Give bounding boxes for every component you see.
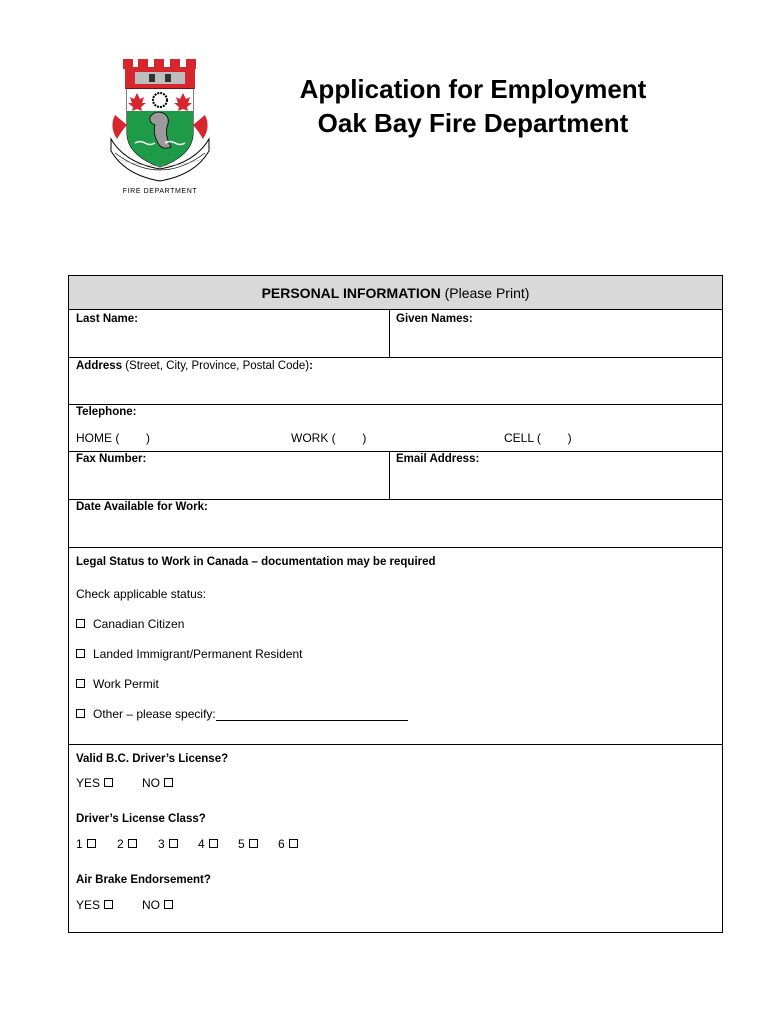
license-class-4[interactable]: [198, 837, 218, 851]
checkbox-icon[interactable]: [289, 839, 298, 848]
date-available-field[interactable]: [69, 500, 722, 548]
checkbox-icon[interactable]: [164, 778, 173, 787]
personal-information-header: [69, 276, 722, 310]
page-title: [240, 72, 706, 140]
email-address-label: Email Address:: [396, 453, 480, 465]
other-specify-input[interactable]: [216, 707, 408, 721]
option-label: Canadian Citizen: [93, 617, 185, 631]
checkbox-icon[interactable]: [104, 900, 113, 909]
license-class-6[interactable]: [278, 837, 298, 851]
checkbox-icon[interactable]: [76, 649, 85, 658]
option-label: Other – please specify:: [93, 707, 216, 721]
cell-phone-label: [504, 431, 572, 445]
logo-caption: FIRE DEPARTMENT: [122, 188, 198, 195]
work-phone-close: ): [362, 431, 367, 445]
option-landed-immigrant[interactable]: [76, 647, 302, 661]
telephone-label: Telephone:: [76, 406, 137, 418]
cell-phone-close: ): [567, 431, 572, 445]
option-label: Work Permit: [93, 677, 159, 691]
valid-license-yes[interactable]: [76, 776, 113, 790]
license-class-1[interactable]: [76, 837, 96, 851]
last-name-label: Last Name:: [76, 313, 138, 325]
address-label: [76, 360, 313, 372]
air-brake-yes[interactable]: [76, 898, 113, 912]
title-line-2: Oak Bay Fire Department: [317, 108, 629, 138]
date-available-label: Date Available for Work:: [76, 501, 208, 513]
checkbox-icon[interactable]: [87, 839, 96, 848]
class-number: 1: [76, 837, 83, 851]
option-label: Landed Immigrant/Permanent Resident: [93, 647, 303, 661]
valid-license-no[interactable]: [142, 776, 173, 790]
home-phone-label: [76, 431, 150, 445]
given-names-label: Given Names:: [396, 313, 473, 325]
section-heading-note: (Please Print): [444, 285, 530, 301]
address-label-note: (Street, City, Province, Postal Code): [125, 360, 310, 372]
checkbox-icon[interactable]: [164, 900, 173, 909]
work-phone-label: [291, 431, 366, 445]
class-number: 4: [198, 837, 205, 851]
given-names-field[interactable]: [390, 310, 722, 357]
option-work-permit[interactable]: [76, 677, 159, 691]
checkbox-icon[interactable]: [76, 709, 85, 718]
home-phone-open: HOME (: [76, 431, 120, 445]
oak-bay-crest-logo: [105, 55, 215, 200]
license-class-5[interactable]: [238, 837, 258, 851]
license-class-3[interactable]: [158, 837, 178, 851]
home-phone-close: ): [146, 431, 151, 445]
class-number: 2: [117, 837, 124, 851]
fax-number-label: Fax Number:: [76, 453, 147, 465]
no-label: NO: [142, 776, 160, 790]
telephone-field[interactable]: [69, 405, 722, 452]
checkbox-icon[interactable]: [209, 839, 218, 848]
section-heading: PERSONAL INFORMATION: [261, 285, 441, 301]
cell-phone-open: CELL (: [504, 431, 541, 445]
email-address-field[interactable]: [390, 452, 722, 499]
checkbox-icon[interactable]: [104, 778, 113, 787]
address-label-colon: :: [309, 360, 313, 372]
fax-email-row: [69, 452, 722, 500]
license-class-2[interactable]: [117, 837, 137, 851]
checkbox-icon[interactable]: [169, 839, 178, 848]
class-number: 6: [278, 837, 285, 851]
option-other[interactable]: [76, 707, 408, 721]
address-field[interactable]: [69, 358, 722, 405]
check-status-label: Check applicable status:: [76, 587, 207, 601]
title-line-1: Application for Employment: [299, 74, 647, 104]
no-label: NO: [142, 898, 160, 912]
class-number: 5: [238, 837, 245, 851]
air-brake-no[interactable]: [142, 898, 173, 912]
drivers-license-section: [69, 745, 722, 932]
yes-label: YES: [76, 898, 101, 912]
name-row: [69, 310, 722, 358]
fax-number-field[interactable]: [69, 452, 390, 499]
employment-application-form: [68, 275, 723, 933]
air-brake-label: Air Brake Endorsement?: [76, 874, 211, 886]
checkbox-icon[interactable]: [76, 619, 85, 628]
last-name-field[interactable]: [69, 310, 390, 357]
yes-label: YES: [76, 776, 101, 790]
checkbox-icon[interactable]: [249, 839, 258, 848]
checkbox-icon[interactable]: [128, 839, 137, 848]
legal-status-heading: Legal Status to Work in Canada – documentation may be required: [76, 556, 436, 568]
license-class-label: Driver’s License Class?: [76, 813, 206, 825]
checkbox-icon[interactable]: [76, 679, 85, 688]
valid-license-label: Valid B.C. Driver’s License?: [76, 753, 229, 765]
class-number: 3: [158, 837, 165, 851]
work-phone-open: WORK (: [291, 431, 336, 445]
option-canadian-citizen[interactable]: [76, 617, 184, 631]
address-label-text: Address: [76, 360, 123, 372]
legal-status-section: [69, 548, 722, 745]
